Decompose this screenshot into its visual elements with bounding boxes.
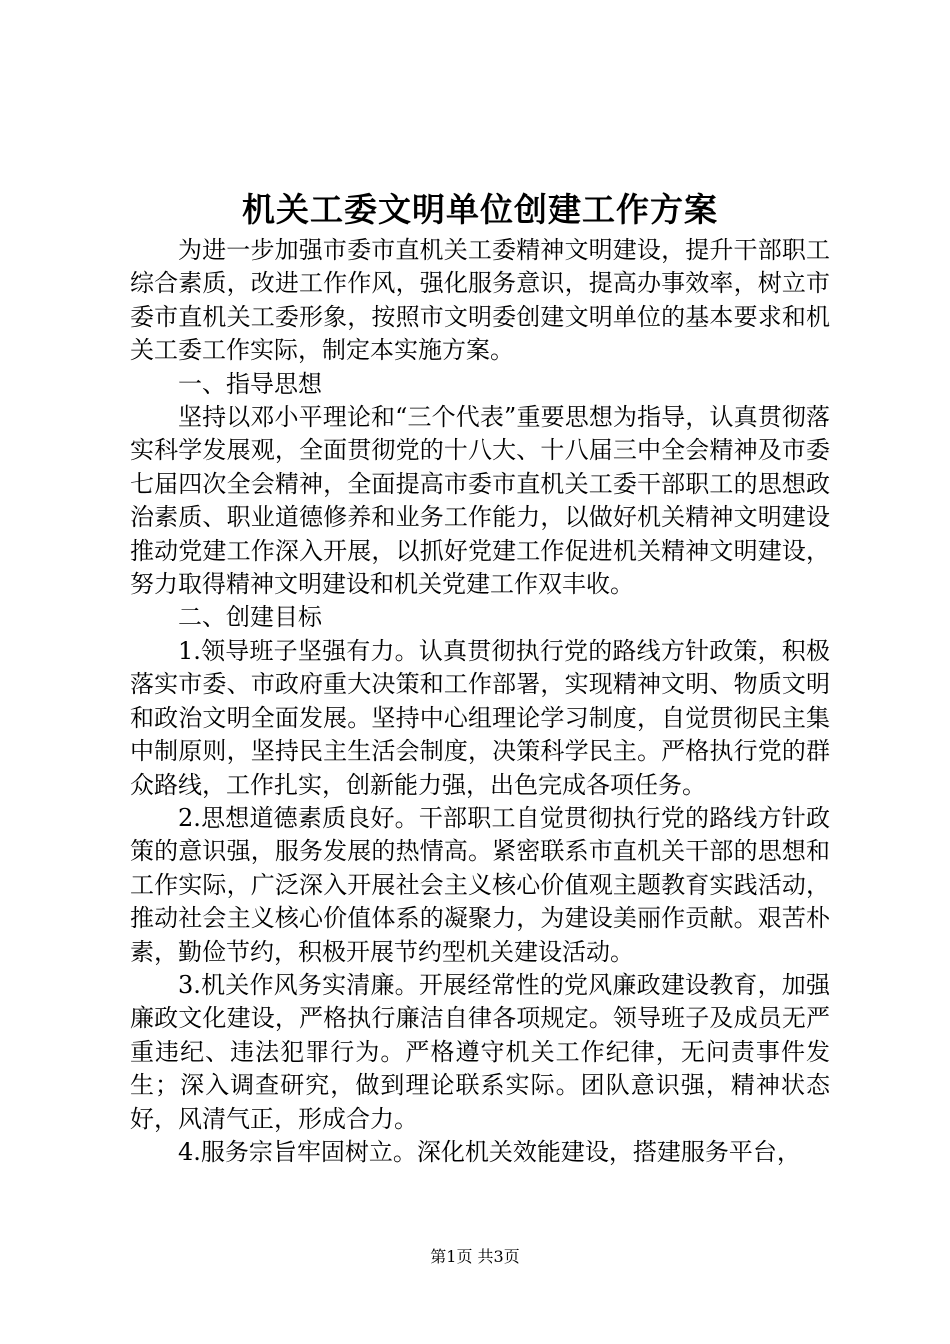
intro-paragraph: 为进一步加强市委市直机关工委精神文明建设，提升干部职工综合素质，改进工作作风，强化服务意识，提高办事效率，树立市委市直机关工委形象，按照市文明委创建文明单位的基本要求和机关工委工作实际，制定本实施方案。	[130, 236, 830, 365]
goal-item-3: 3.机关作风务实清廉。开展经常性的党风廉政建设教育，加强廉政文化建设，严格执行廉洁自律各项规定。领导班子及成员无严重违纪、违法犯罪行为。严格遵守机关工作纪律，无问责事件发生；深入调查研究，做到理论联系实际。团队意识强，精神状态好，风清气正，形成合力。	[130, 970, 830, 1133]
goal-item-2: 2.思想道德素质良好。干部职工自觉贯彻执行党的路线方针政策的意识强，服务发展的热情高。紧密联系市直机关干部的思想和工作实际，广泛深入开展社会主义核心价值观主题教育实践活动，推动社会主义核心价值体系的凝聚力，为建设美丽作贡献。艰苦朴素，勤俭节约，积极开展节约型机关建设活动。	[130, 803, 830, 966]
goal-item-1: 1.领导班子坚强有力。认真贯彻执行党的路线方针政策，积极落实市委、市政府重大决策和工作部署，实现精神文明、物质文明和政治文明全面发展。坚持中心组理论学习制度，自觉贯彻民主集中制原则，坚持民主生活会制度，决策科学民主。严格执行党的群众路线，工作扎实，创新能力强，出色完成各项任务。	[130, 636, 830, 799]
goal-item-4: 4.服务宗旨牢固树立。深化机关效能建设，搭建服务平台，	[178, 1137, 801, 1166]
page-footer: 第1页 共3页	[430, 1247, 520, 1266]
section-heading-guiding-ideology: 一、指导思想	[178, 369, 322, 398]
guiding-ideology-paragraph: 坚持以邓小平理论和“三个代表”重要思想为指导，认真贯彻落实科学发展观，全面贯彻党的十八大、十八届三中全会精神及市委七届四次全会精神，全面提高市委市直机关工委干部职工的思想政治素质、职业道德修养和业务工作能力，以做好机关精神文明建设推动党建工作深入开展，以抓好党建工作促进机关精神文明建设，努力取得精神文明建设和机关党建工作双丰收。	[130, 403, 830, 599]
document-page	[130, 188, 830, 1169]
section-heading-goals: 二、创建目标	[178, 603, 322, 632]
document-title: 机关工委文明单位创建工作方案	[242, 190, 718, 229]
